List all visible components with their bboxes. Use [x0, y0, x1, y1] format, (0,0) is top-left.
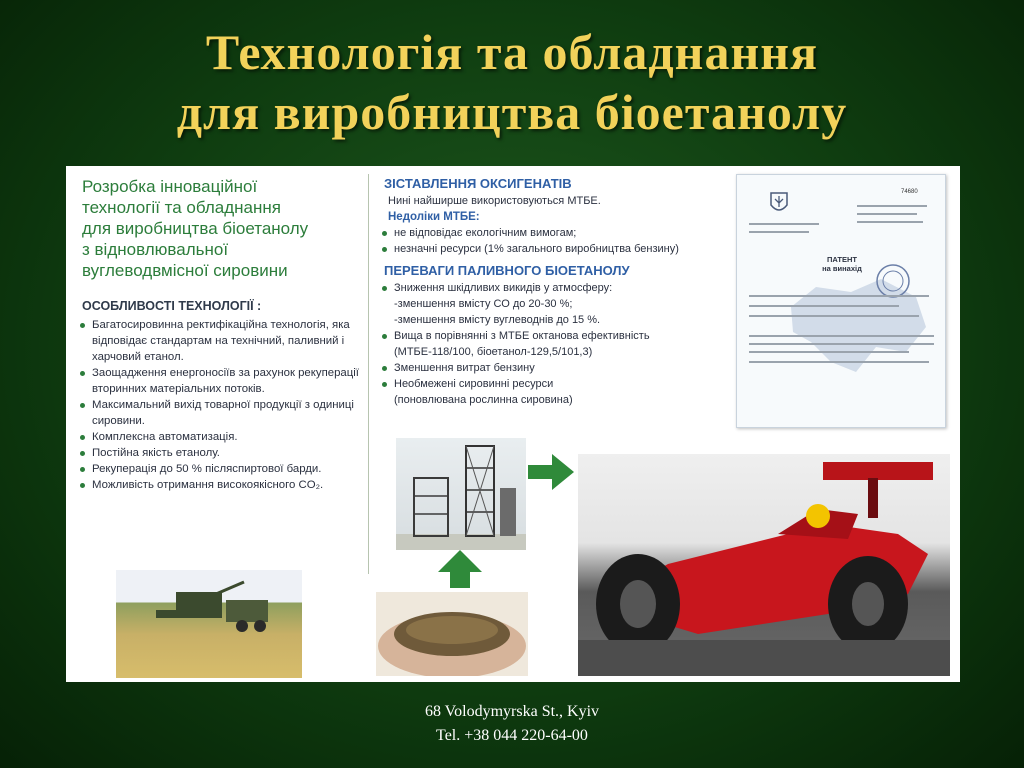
patent-text-line — [857, 205, 927, 207]
patent-label — [805, 255, 879, 273]
grain-photo — [376, 592, 528, 676]
arrow-right-icon — [528, 454, 574, 490]
development-heading-line: з відновлювальної — [82, 240, 229, 259]
technology-column — [82, 176, 367, 493]
factory-photo — [396, 438, 526, 550]
advantage-subitem: (МТБЕ-118/100, біоетанол-129,5/101,3) — [394, 346, 593, 358]
advantage-item: Зниження шкідливих викидів у атмосферу: — [384, 280, 729, 296]
contact-footer — [0, 700, 1024, 748]
feature-item: Багатосировинна ректифікаційна технологія, яка відповідає стандартам на технічний, паливний і харчовий етанол. — [82, 317, 367, 365]
patent-text-line — [749, 305, 899, 307]
comparison-column — [384, 176, 729, 414]
feature-item: Заощадження енергоносіїв за рахунок рекуперації вторинних матеріальних потоків. — [82, 365, 367, 397]
patent-text-line — [749, 223, 819, 225]
feature-item: Постійна якість етанолу. — [82, 445, 367, 461]
distillation-plant-icon — [396, 438, 526, 550]
arrow-up-icon — [438, 550, 482, 588]
features-title: ОСОБЛИВОСТІ ТЕХНОЛОГІЇ : — [82, 299, 262, 313]
advantage-item: Вища в порівнянні з МТБЕ октанова ефективність — [384, 328, 729, 344]
patent-label-line: ПАТЕНТ — [826, 255, 857, 264]
patent-number: 74680 — [901, 189, 918, 195]
development-heading-line: вуглеводвмісної сировини — [82, 261, 288, 280]
content-panel — [66, 166, 960, 682]
harvest-photo — [116, 570, 302, 678]
drawback-item: не відповідає екологічним вимогам; — [384, 225, 729, 241]
column-divider — [368, 174, 369, 574]
advantages-list — [384, 280, 729, 408]
advantage-subitem: -зменшення вмісту вуглеводнів до 15 %. — [394, 314, 601, 326]
slide-title-line-2: для виробництва біоетанолу — [176, 84, 848, 140]
advantage-item: Зменшення витрат бензину — [384, 360, 729, 376]
advantage-subitem: (поновлювана рослинна сировина) — [394, 394, 573, 406]
coat-of-arms-icon — [769, 191, 789, 215]
patent-text-line — [749, 231, 809, 233]
address: 68 Volodymyrska St., Kyiv — [424, 703, 600, 720]
patent-document — [736, 174, 946, 428]
advantage-item: Необмежені сировинні ресурси — [384, 376, 729, 392]
feature-item: Можливість отримання високоякісного CO₂. — [82, 477, 367, 493]
patent-text-line — [749, 335, 934, 337]
oxygenates-text: Нині найширше використовуються МТБЕ. — [388, 195, 601, 207]
patent-text-line — [857, 213, 917, 215]
development-heading — [82, 176, 367, 281]
development-heading-line: технології та обладнання — [82, 198, 281, 217]
patent-text-line — [749, 295, 929, 297]
drawbacks-list — [384, 225, 729, 257]
development-heading-line: для виробництва біоетанолу — [82, 219, 309, 238]
patent-text-line — [857, 221, 923, 223]
feature-item: Максимальний вихід товарної продукції з одиниці сировини. — [82, 397, 367, 429]
drawback-item: незначні ресурси (1% загального виробництва бензину) — [384, 241, 729, 257]
patent-text-line — [749, 315, 919, 317]
patent-text-line — [749, 343, 934, 345]
patent-label-line: на винахід — [822, 264, 862, 273]
drawbacks-title: Недоліки МТБЕ: — [388, 211, 480, 223]
race-car-photo — [578, 454, 950, 676]
feature-item: Рекуперація до 50 % післяспиртової барди. — [82, 461, 367, 477]
grain-hands-icon — [376, 592, 528, 676]
advantage-subitem: -зменшення вмісту СО до 20-30 %; — [394, 298, 573, 310]
features-list — [82, 317, 367, 493]
slide-title-line-1: Технологія та обладнання — [205, 24, 819, 80]
formula-car-icon — [578, 454, 950, 676]
oxygenates-heading: ЗІСТАВЛЕННЯ ОКСИГЕНАТІВ — [384, 176, 572, 191]
advantages-heading: ПЕРЕВАГИ ПАЛИВНОГО БІОЕТАНОЛУ — [384, 263, 630, 278]
combine-harvester-icon — [116, 570, 302, 678]
patent-text-line — [749, 361, 929, 363]
slide-title — [0, 22, 1024, 142]
telephone: Tel. +38 044 220-64-00 — [436, 727, 588, 744]
patent-text-line — [749, 351, 909, 353]
feature-item: Комплексна автоматизація. — [82, 429, 367, 445]
development-heading-line: Розробка інноваційної — [82, 177, 258, 196]
